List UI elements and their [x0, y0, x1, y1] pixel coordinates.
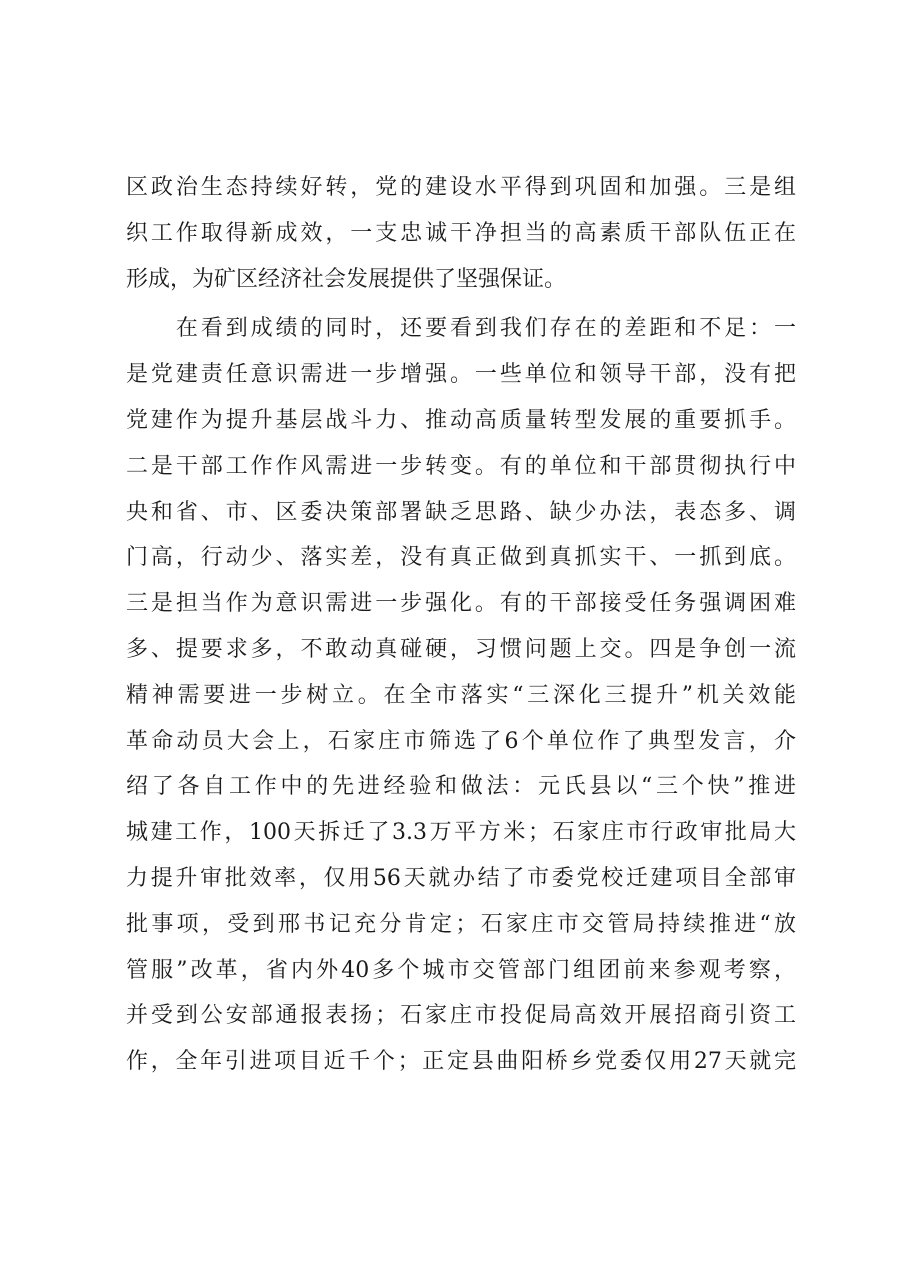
text-line: 是党建责任意识需进一步增强。一些单位和领导干部，没有把: [126, 362, 796, 388]
text-line: 城建工作，100天拆迁了3.3万平方米；石家庄市行政审批局大: [126, 820, 796, 846]
text-line: 三是担当作为意识需进一步强化。有的干部接受任务强调困难: [126, 591, 796, 617]
text-line: 作，全年引进项目近千个；正定县曲阳桥乡党委仅用27天就完: [126, 1049, 796, 1075]
text-line: 精神需要进一步树立。在全市落实“三深化三提升”机关效能: [126, 682, 796, 708]
paragraph-1: [126, 165, 796, 302]
text-line: 门高，行动少、落实差，没有真正做到真抓实干、一抓到底。: [126, 545, 796, 571]
document-body: [126, 165, 796, 1085]
text-line: 央和省、市、区委决策部署缺乏思路、缺少办法，表态多、调: [126, 499, 796, 525]
text-line: 党建作为提升基层战斗力、推动高质量转型发展的重要抓手。: [126, 407, 796, 433]
text-line: 区政治生态持续好转，党的建设水平得到巩固和加强。三是组: [126, 175, 796, 200]
text-line: 管服”改革，省内外40多个城市交管部门组团前来参观考察，: [126, 957, 796, 983]
text-line: 在看到成绩的同时，还要看到我们存在的差距和不足：一: [126, 316, 796, 342]
text-line: 织工作取得新成效，一支忠诚干净担当的高素质干部队伍正在: [126, 220, 796, 246]
text-line: 并受到公安部通报表扬；石家庄市投促局高效开展招商引资工: [126, 1003, 796, 1029]
text-line: 形成，为矿区经济社会发展提供了坚强保证。: [126, 266, 567, 292]
paragraph-2: [126, 306, 796, 1085]
text-line: 批事项，受到邢书记充分肯定；石家庄市交管局持续推进“放: [126, 911, 796, 937]
text-line: 二是干部工作作风需进一步转变。有的单位和干部贯彻执行中: [126, 453, 796, 479]
text-line: 绍了各自工作中的先进经验和做法：元氏县以“三个快”推进: [126, 774, 796, 800]
text-line: 革命动员大会上，石家庄市筛选了6个单位作了典型发言，介: [126, 728, 796, 754]
text-line: 多、提要求多，不敢动真碰硬，习惯问题上交。四是争创一流: [126, 636, 796, 662]
text-line: 力提升审批效率，仅用56天就办结了市委党校迁建项目全部审: [126, 865, 796, 891]
